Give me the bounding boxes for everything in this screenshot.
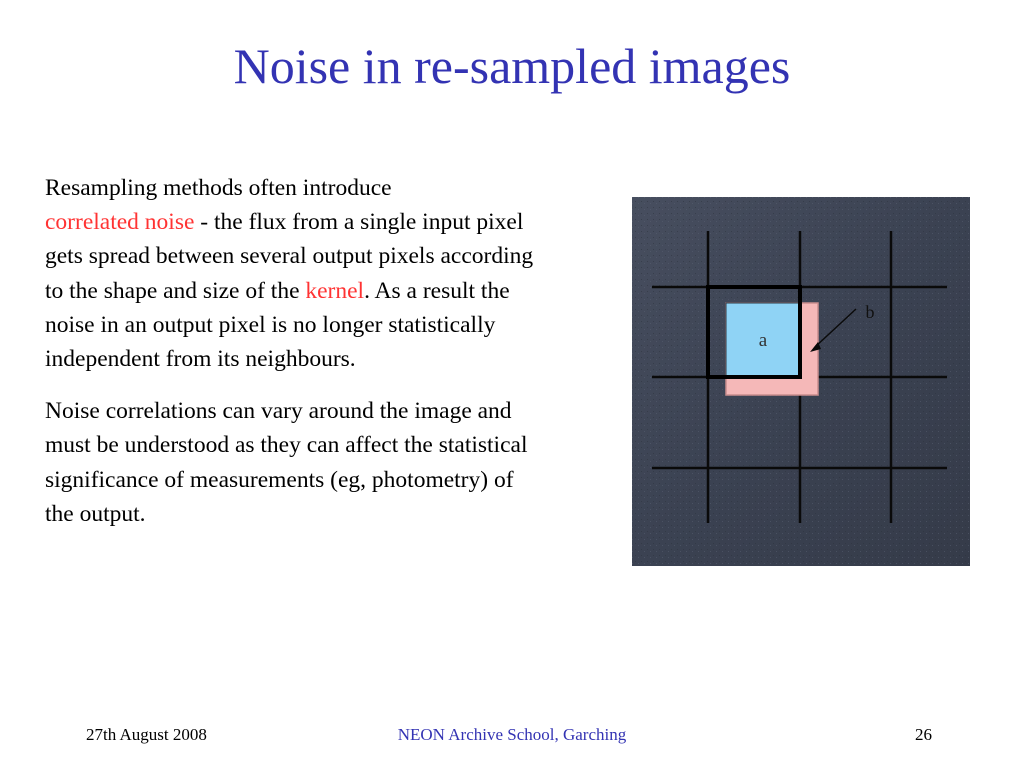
footer-venue: NEON Archive School, Garching [397,725,627,744]
paragraph-1-text-after: . As a result the noise in an output pixel is no longer statistically independent from its neighbours. [45,277,510,373]
resampling-diagram [632,197,970,566]
footer-date: 27th August 2008 [86,725,207,744]
paragraph-1-text-middle: - the flux from a single input pixel gets spread between several output pixels according to the shape and size of the [45,209,534,304]
label-a: a [758,330,768,351]
paragraph-correlated-noise [45,171,545,376]
body-text [45,171,545,549]
paragraph-1-text-before: Resampling methods often introduce [45,175,392,201]
paragraph-noise-correlations: Noise correlations can vary around the image and must be understood as they can affect the statistical significance of measurements (eg, photometry) of the output. [45,398,528,527]
highlight-correlated-noise: correlated noise [45,209,195,236]
page-number: 26 [915,725,932,744]
highlight-kernel: kernel [305,277,365,304]
label-b: b [865,302,875,322]
slide-title: Noise in re-sampled images [233,38,791,94]
